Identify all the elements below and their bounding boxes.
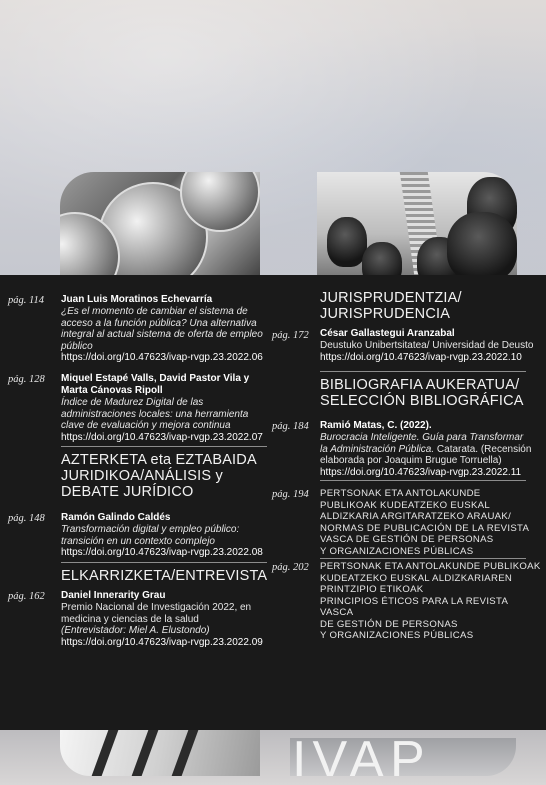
page-number: pág. 162 [8,591,45,602]
section-heading: ELKARRIZKETA/ENTREVISTA [61,568,268,584]
page-number: pág. 202 [272,562,309,573]
article-entry [320,328,542,363]
article-author: César Gallastegui Aranzabal [320,328,455,339]
article-title-line: clave de evaluación y mejora continua [61,420,231,431]
article-title-line: transición en un contexto complejo [61,535,215,547]
article-entry: PERTSONAK ETA ANTOLAKUNDE PUBLIKOAK KUDEATZEKO EUSKAL ALDIZKARIAREN PRINTZIPIO ETIKOAK PRINCIPIOS ÉTICOS PARA LA REVISTA VASCA DE GESTIÓN DE PERSONAS Y ORGANIZACIONES PÚBLICAS [320,561,541,641]
article-entry [61,590,321,648]
article-title-line: administraciones locales: una herramienta [61,408,249,420]
doi-link[interactable]: https://doi.org/10.47623/ivap-rvgp.23.2022.07 [61,431,263,443]
article-title-line: acceso a la función pública? Una alternativa [61,317,257,329]
people-photo [317,172,517,275]
ivap-logo: IVAP [290,738,516,776]
article-entry [61,294,321,364]
article-entry [61,512,321,559]
page-number: pág. 172 [272,330,309,341]
article-title-line: público [61,340,93,352]
page-number: pág. 184 [272,421,309,432]
article-entry: PERTSONAK ETA ANTOLAKUNDE PUBLIKOAK KUDEATZEKO EUSKAL ALDIZKARIA ARGITARATZEKO ARAUAK/ NORMAS DE PUBLICACIÓN DE LA REVISTA VASCA DE GESTIÓN DE PERSONAS Y ORGANIZACIONES PÚBLICAS [320,488,530,557]
coins-photo [60,172,260,275]
affiliation: Deustuko Unibertsitatea/ Universidad de Deusto [320,340,534,351]
footer-photo [60,730,260,776]
section-divider [320,558,526,559]
article-title-line: la Administración Pública. Catarata. (Recensión [320,443,532,455]
article-title-line: Premio Nacional de Investigación 2022, en [61,602,252,613]
section-heading: JURISPRUDENTZIA/ JURISPRUDENCIA [320,290,462,322]
article-entry [320,420,542,478]
doi-link[interactable]: https://doi.org/10.47623/ivap-rvgp.23.2022.09 [61,636,263,648]
article-title-line: Burocracia Inteligente. Guía para Transformar [320,432,524,443]
doi-link[interactable]: https://doi.org/10.47623/ivap-rvgp.23.2022.11 [320,466,522,478]
page-number: pág. 128 [8,374,45,385]
section-heading: BIBLIOGRAFIA AUKERATUA/ SELECCIÓN BIBLIOGRÁFICA [320,377,524,409]
article-author: Marta Cánovas Ripoll [61,385,163,396]
section-divider [61,562,267,563]
page-number: pág. 114 [8,295,44,306]
page-number: pág. 148 [8,513,45,524]
article-title-line: elaborada por Joaquim Brugue Torruella) [320,455,502,466]
article-title-line: Transformación digital y empleo público: [61,524,240,535]
section-heading: AZTERKETA eta EZTABAIDA JURIDIKOA/ANÁLISIS y DEBATE JURÍDICO [61,452,257,500]
article-entry [61,373,321,443]
article-title-line: ¿Es el momento de cambiar el sistema de [61,306,248,317]
article-author: Ramió Matas, C. (2022). [320,420,432,431]
page-number: pág. 194 [272,489,309,500]
article-title-line: integral al actual sistema de oferta de empleo [61,329,263,340]
article-title-line: Índice de Madurez Digital de las [61,397,204,408]
article-title-line: medicina y ciencias de la salud [61,613,199,625]
article-author: Juan Luis Moratinos Echevarría [61,294,213,305]
doi-link[interactable]: https://doi.org/10.47623/ivap-rvgp.23.2022.10 [320,351,522,363]
article-author: Daniel Innerarity Grau [61,590,166,601]
section-divider [320,480,526,481]
doi-link[interactable]: https://doi.org/10.47623/ivap-rvgp.23.2022.08 [61,547,263,558]
article-author: Miquel Estapé Valls, David Pastor Vila y [61,373,250,384]
interviewer-note: (Entrevistador: Miel A. Elustondo) [61,625,210,636]
article-author: Ramón Galindo Caldés [61,512,171,523]
doi-link[interactable]: https://doi.org/10.47623/ivap-rvgp.23.2022.06 [61,352,263,363]
section-divider [61,446,267,447]
section-divider [320,371,526,372]
